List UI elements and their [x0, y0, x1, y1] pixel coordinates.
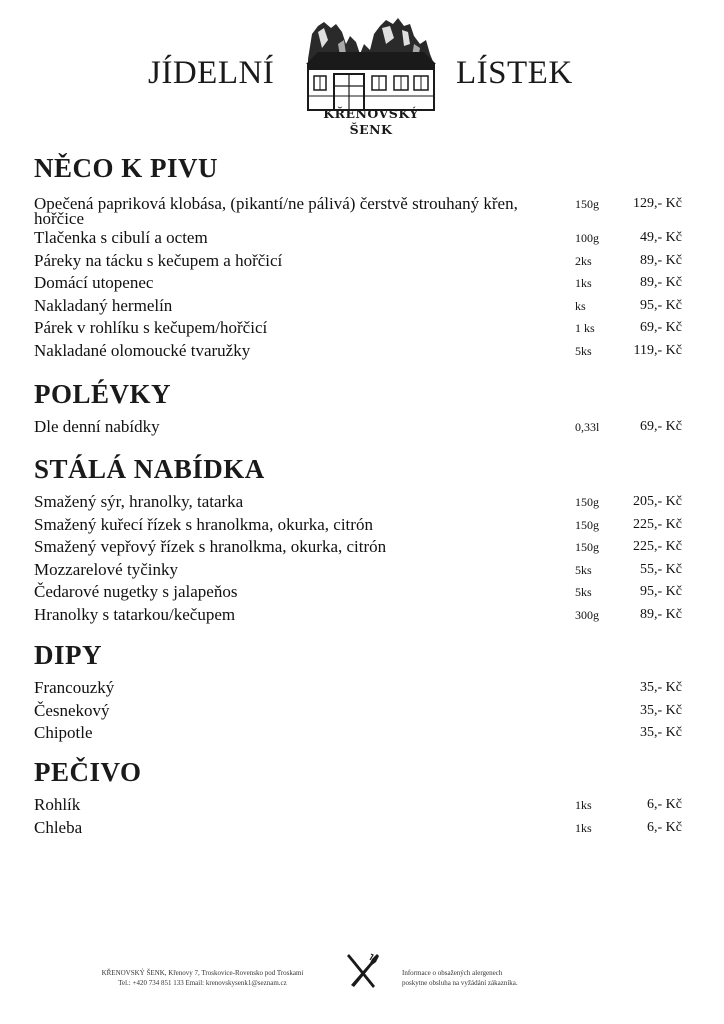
- menu-item-list: [34, 193, 684, 362]
- footer-phone-email: Tel.: +420 734 851 133 Email: krenovskysenk1@seznam.cz: [118, 979, 287, 987]
- item-name: Čedarové nugetky s jalapeňos: [34, 582, 238, 601]
- section-dipy: [34, 640, 684, 745]
- item-name: Domácí utopenec: [34, 273, 154, 292]
- item-price: 35,- Kč: [640, 702, 682, 718]
- menu-item-list: [34, 416, 684, 439]
- item-quantity: 150g: [575, 495, 599, 509]
- menu-item: [34, 722, 684, 745]
- item-price: 129,- Kč: [633, 196, 682, 211]
- menu-item-list: [34, 677, 684, 745]
- menu-title-right: LÍSTEK: [456, 55, 573, 91]
- item-price: 69,- Kč: [640, 320, 682, 335]
- menu-item: [34, 700, 684, 723]
- item-name: Rohlík: [34, 795, 81, 814]
- item-price: 49,- Kč: [640, 230, 682, 245]
- section-title: POLÉVKY: [34, 379, 172, 409]
- section-polevky: [34, 379, 684, 439]
- item-price: 225,- Kč: [633, 539, 682, 554]
- item-quantity: 5ks: [575, 343, 592, 358]
- item-quantity: 5ks: [575, 585, 592, 599]
- section-title: DIPY: [34, 640, 102, 670]
- section-stala-nabidka: [34, 454, 684, 626]
- item-name: Dle denní nabídky: [34, 417, 160, 436]
- item-price: 205,- Kč: [633, 494, 682, 509]
- menu-item: [34, 581, 684, 604]
- menu-item: [34, 317, 684, 340]
- item-name: Česnekový: [34, 700, 110, 720]
- item-price: 119,- Kč: [633, 342, 682, 358]
- section-title: STÁLÁ NABÍDKA: [34, 454, 265, 484]
- item-price: 35,- Kč: [640, 725, 682, 740]
- allergen-line2: poskytne obsluha na vyžádání zákazníka.: [402, 979, 518, 987]
- menu-title-left: JÍDELNÍ: [148, 55, 275, 91]
- menu-header: [0, 0, 724, 150]
- item-quantity: 1 ks: [575, 321, 595, 335]
- item-name: Tlačenka s cibulí a octem: [34, 228, 208, 247]
- menu-item: [34, 193, 684, 227]
- item-price: 55,- Kč: [640, 561, 682, 577]
- item-quantity: 2ks: [575, 253, 592, 268]
- menu-item: [34, 272, 684, 295]
- footer-address: KŘENOVSKÝ ŠENK, Křenovy 7, Troskovice-Rovensko pod Troskami: [101, 969, 304, 977]
- item-price: 95,- Kč: [640, 297, 682, 313]
- menu-item: [34, 536, 684, 559]
- menu-item: [34, 340, 684, 363]
- section-pecivo: [34, 757, 684, 839]
- item-name: Páreky na tácku s kečupem a hořčicí: [34, 250, 283, 270]
- item-price: 225,- Kč: [633, 516, 682, 532]
- item-name: Francouzký: [34, 678, 115, 697]
- menu-item: [34, 295, 684, 318]
- section-title: NĚCO K PIVU: [34, 153, 219, 183]
- item-quantity: 150g: [575, 197, 599, 211]
- item-name: Mozzarelové tyčinky: [34, 559, 178, 579]
- item-price: 89,- Kč: [640, 252, 682, 268]
- item-name: Smažený kuřecí řízek s hranolkma, okurka, citrón: [34, 514, 373, 534]
- section-neco-k-pivu: [34, 153, 684, 362]
- menu-item: [34, 250, 684, 273]
- footer-contact: [70, 968, 335, 988]
- menu-item: [34, 491, 684, 514]
- item-name: Nakladaný hermelín: [34, 295, 173, 315]
- logo-name-line2: ŠENK: [349, 122, 393, 137]
- item-price: 89,- Kč: [640, 606, 682, 622]
- item-quantity: 150g: [575, 540, 599, 554]
- item-quantity: 100g: [575, 231, 599, 245]
- menu-item: [34, 794, 684, 817]
- menu-item-list: [34, 491, 684, 626]
- item-price: 6,- Kč: [647, 819, 682, 835]
- menu-item: [34, 416, 684, 439]
- item-quantity: 150g: [575, 517, 599, 532]
- item-quantity: 0,33l: [575, 420, 600, 434]
- item-name: Smažený vepřový řízek s hranolkma, okurka, citrón: [34, 537, 387, 556]
- item-name: Hranolky s tatarkou/kečupem: [34, 604, 236, 624]
- logo-name-line1: KŘENOVSKÝ: [323, 106, 419, 121]
- menu-item: [34, 677, 684, 700]
- menu-item: [34, 604, 684, 627]
- item-name: Chleba: [34, 817, 83, 837]
- menu-footer: [0, 950, 724, 1000]
- item-quantity: 300g: [575, 607, 599, 622]
- allergen-line1: Informace o obsažených alergenech: [402, 969, 503, 977]
- item-price: 95,- Kč: [640, 584, 682, 599]
- item-price: 89,- Kč: [640, 275, 682, 290]
- menu-item-list: [34, 794, 684, 839]
- castle-building-icon: [298, 14, 444, 114]
- item-quantity: ks: [575, 298, 586, 313]
- item-name: Chipotle: [34, 723, 93, 742]
- footer-allergen-note: [402, 968, 582, 988]
- item-quantity: 1ks: [575, 820, 592, 835]
- item-name: Smažený sýr, hranolky, tatarka: [34, 492, 244, 511]
- section-title: PEČIVO: [34, 757, 142, 787]
- item-quantity: 1ks: [575, 276, 592, 290]
- menu-item: [34, 227, 684, 250]
- item-price: 6,- Kč: [647, 797, 682, 812]
- item-name: Nakladané olomoucké tvaružky: [34, 340, 251, 360]
- item-quantity: 1ks: [575, 798, 592, 812]
- fork-knife-icon: [345, 952, 381, 990]
- item-quantity: 5ks: [575, 562, 592, 577]
- menu-item: [34, 514, 684, 537]
- item-name: Párek v rohlíku s kečupem/hořčicí: [34, 318, 268, 337]
- restaurant-logo: [298, 14, 444, 138]
- item-price: 69,- Kč: [640, 419, 682, 434]
- menu-item: [34, 817, 684, 840]
- item-price: 35,- Kč: [640, 680, 682, 695]
- item-name: Opečená papriková klobása, (pikantí/ne pálivá) čerstvě strouhaný křen, hořčice: [34, 194, 518, 228]
- menu-item: [34, 559, 684, 582]
